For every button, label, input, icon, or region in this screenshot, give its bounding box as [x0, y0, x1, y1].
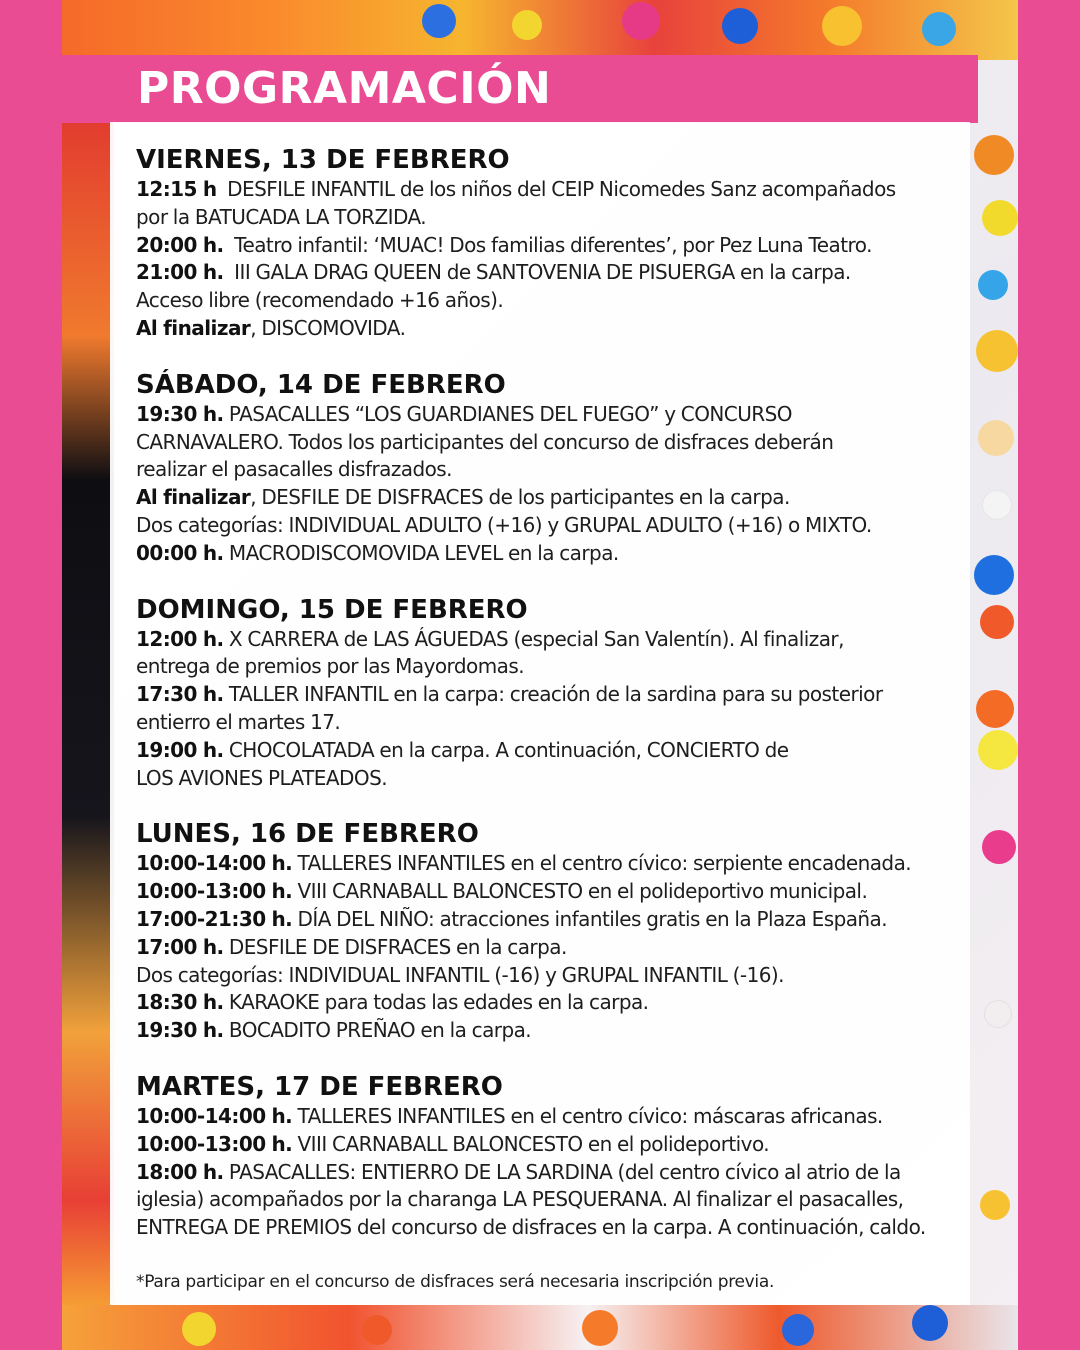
event-time: 10:00-14:00 h. [136, 851, 293, 876]
event-description: iglesia) acompañados por la charanga LA PESQUERANA. Al finalizar el pasacalles, [136, 1187, 904, 1212]
event-description: Acceso libre (recomendado +16 años). [136, 288, 504, 313]
day-title: VIERNES, 13 DE FEBRERO [136, 145, 510, 175]
event-time: 17:30 h. [136, 682, 224, 707]
schedule-line [136, 989, 966, 1017]
confetti-dot [984, 1000, 1012, 1028]
event-description: DESFILE DE DISFRACES en la carpa. [223, 934, 567, 959]
event-description: VIII CARNABALL BALONCESTO en el polideportivo. [292, 1131, 770, 1156]
event-description: , DISCOMOVIDA. [250, 315, 406, 340]
day-section [136, 144, 966, 343]
schedule-line [136, 1017, 966, 1045]
schedule-line [136, 681, 966, 709]
confetti-dot [976, 330, 1018, 372]
schedule-line [136, 540, 966, 568]
event-description: entierro el martes 17. [136, 709, 341, 734]
schedule-line [136, 512, 966, 540]
confetti-dot [982, 830, 1016, 864]
day-title: DOMINGO, 15 DE FEBRERO [136, 594, 528, 625]
schedule-line [136, 962, 966, 990]
event-description: X CARRERA de LAS ÁGUEDAS (especial San Valentín). Al finalizar, [223, 626, 844, 651]
title-bar [62, 55, 978, 123]
event-description: TALLERES INFANTILES en el centro cívico: serpiente encadenada. [292, 851, 912, 876]
confetti-dot [512, 10, 542, 40]
confetti-dot [362, 1315, 392, 1345]
event-description: TALLER INFANTIL en la carpa: creación de la sardina para su posterior [223, 682, 883, 707]
schedule-line [136, 765, 966, 793]
confetti-dot [912, 1305, 948, 1341]
schedule-line [136, 315, 966, 343]
schedule-line [136, 204, 966, 232]
confetti-dot [976, 690, 1014, 728]
confetti-dot [980, 1190, 1010, 1220]
event-time: 18:30 h. [136, 990, 224, 1015]
event-time: 12:00 h. [136, 626, 224, 651]
schedule-line [136, 934, 966, 962]
event-time: 17:00 h. [136, 934, 224, 959]
day-section [136, 594, 966, 793]
event-description: realizar el pasacalles disfrazados. [136, 457, 452, 482]
confetti-dot [722, 8, 758, 44]
schedule-line [136, 484, 966, 512]
event-description: LOS AVIONES PLATEADOS. [136, 765, 388, 790]
event-description: Dos categorías: INDIVIDUAL ADULTO (+16) y GRUPAL ADULTO (+16) o MIXTO. [136, 512, 872, 537]
event-description: Dos categorías: INDIVIDUAL INFANTIL (-16) y GRUPAL INFANTIL (-16). [136, 962, 784, 987]
confetti-dot [922, 12, 956, 46]
confetti-dot [978, 730, 1018, 770]
confetti-dot [982, 490, 1012, 520]
schedule-line [136, 1131, 966, 1159]
schedule-card [110, 122, 970, 1305]
confetti-dot [982, 200, 1018, 236]
event-time: 19:30 h. [136, 401, 224, 426]
footnote: *Para participar en el concurso de disfraces será necesaria inscripción previa. [136, 1272, 775, 1292]
schedule-line [136, 176, 966, 204]
carnival-mask-strip [62, 120, 114, 1320]
schedule-line [136, 1103, 966, 1131]
event-time: 10:00-13:00 h. [136, 879, 293, 904]
schedule-line [136, 626, 966, 654]
event-time: 10:00-14:00 h. [136, 1103, 293, 1128]
schedule-line [136, 287, 966, 315]
schedule-line [136, 1214, 966, 1242]
day-section [136, 369, 966, 568]
schedule-line [136, 1159, 966, 1187]
confetti-dot [822, 6, 862, 46]
event-time: 10:00-13:00 h. [136, 1131, 293, 1156]
event-time: 19:00 h. [136, 737, 224, 762]
event-time: Al finalizar [136, 485, 251, 510]
event-description: DÍA DEL NIÑO: atracciones infantiles gratis en la Plaza España. [292, 906, 888, 931]
event-time: 17:00-21:30 h. [136, 906, 293, 931]
day-title: MARTES, 17 DE FEBRERO [136, 1071, 503, 1102]
schedule-line [136, 232, 966, 260]
schedule-line [136, 429, 966, 457]
schedule-line [136, 653, 966, 681]
event-description: CARNAVALERO. Todos los participantes del concurso de disfraces deberán [136, 429, 834, 454]
confetti-dot [182, 1312, 216, 1346]
day-section [136, 1071, 966, 1242]
event-description: entrega de premios por las Mayordomas. [136, 654, 525, 679]
confetti-dot [422, 4, 456, 38]
event-description: KARAOKE para todas las edades en la carpa. [223, 990, 649, 1015]
schedule-line [136, 456, 966, 484]
day-title: SÁBADO, 14 DE FEBRERO [136, 369, 506, 400]
day-title: LUNES, 16 DE FEBRERO [136, 819, 479, 850]
event-description: DESFILE INFANTIL de los niños del CEIP Nicomedes Sanz acompañados [216, 177, 896, 201]
confetti-dot [978, 420, 1014, 456]
event-description: VIII CARNABALL BALONCESTO en el polideportivo municipal. [292, 879, 868, 904]
schedule-line [136, 401, 966, 429]
schedule-line [136, 850, 966, 878]
event-description: , DESFILE DE DISFRACES de los participantes en la carpa. [250, 485, 790, 510]
confetti-dot [974, 135, 1014, 175]
event-description: por la BATUCADA LA TORZIDA. [136, 204, 427, 229]
event-time: 20:00 h. [136, 232, 224, 257]
event-time: Al finalizar [136, 315, 251, 340]
event-description: PASACALLES: ENTIERRO DE LA SARDINA (del centro cívico al atrio de la [223, 1159, 901, 1184]
confetti-dot [582, 1310, 618, 1346]
day-section [136, 818, 966, 1045]
event-description: PASACALLES “LOS GUARDIANES DEL FUEGO” y CONCURSO [223, 401, 792, 426]
confetti-dot [974, 555, 1014, 595]
event-description: TALLERES INFANTILES en el centro cívico: máscaras africanas. [292, 1103, 883, 1128]
event-description: MACRODISCOMOVIDA LEVEL en la carpa. [223, 540, 619, 565]
event-description: ENTREGA DE PREMIOS del concurso de disfraces en la carpa. A continuación, caldo. [136, 1215, 926, 1240]
schedule-line [136, 1186, 966, 1214]
event-time: 00:00 h. [136, 540, 224, 565]
confetti-dot [622, 2, 660, 40]
event-description: Teatro infantil: ‘MUAC! Dos familias diferentes’, por Pez Luna Teatro. [223, 232, 872, 257]
schedule-line [136, 878, 966, 906]
schedule-line [136, 709, 966, 737]
confetti-dot [782, 1314, 814, 1346]
event-time: 18:00 h. [136, 1159, 224, 1184]
event-description: III GALA DRAG QUEEN de SANTOVENIA DE PISUERGA en la carpa. [223, 260, 851, 285]
schedule-line [136, 906, 966, 934]
event-time: 19:30 h. [136, 1018, 224, 1043]
event-time: 12:15 h [136, 177, 217, 201]
schedule-line [136, 737, 966, 765]
confetti-dot [978, 270, 1008, 300]
schedule-line [136, 259, 966, 287]
event-description: BOCADITO PREÑAO en la carpa. [223, 1018, 532, 1043]
event-description: CHOCOLATADA en la carpa. A continuación, CONCIERTO de [223, 737, 789, 762]
confetti-dot [980, 605, 1014, 639]
page-title: PROGRAMACIÓN [137, 63, 552, 114]
schedule-list [136, 144, 966, 1268]
event-time: 21:00 h. [136, 260, 224, 285]
